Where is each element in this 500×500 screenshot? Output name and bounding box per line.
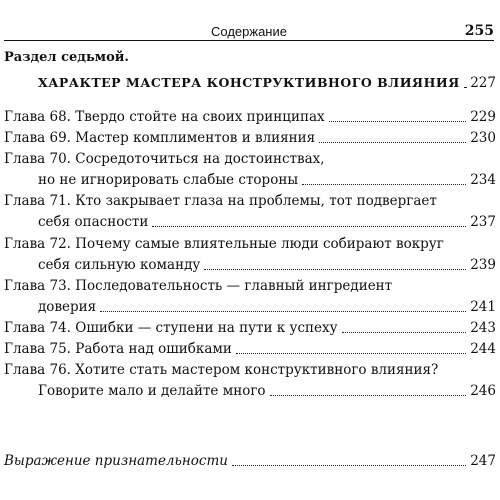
chapter-title: Глава 68. Твердо стойте на своих принципах [4,109,325,125]
dot-leader [152,225,466,227]
dot-leader [232,464,466,466]
chapter-entry-75 [4,339,496,359]
entry-page: 243 [470,320,496,336]
dot-leader [319,141,466,143]
page-number: 255 [464,23,494,39]
chapter-entry-72-line2 [4,255,496,275]
chapter-entry-76-line1 [4,360,496,380]
chapter-entry-69 [4,128,496,148]
entry-page: 246 [470,383,496,399]
chapter-title: Глава 70. Сосредоточиться на достоинствах, [4,151,325,167]
running-title: Содержание [211,24,287,39]
chapter-title: Глава 73. Последовательность — главный ингредиент [4,278,393,294]
entry-page: 241 [470,299,496,315]
dot-leader [236,352,466,354]
chapter-entry-76-line2 [4,381,496,401]
entry-page: 229 [470,109,496,125]
dot-leader [204,268,466,270]
chapter-title: Глава 74. Ошибки — ступени на пути к успеху [4,320,338,336]
chapter-title-continued: Говорите мало и делайте много [38,383,266,399]
chapter-entry-68 [4,107,496,127]
entry-page: 234 [470,172,496,188]
chapter-title-continued: себя сильную команду [38,257,201,273]
table-of-contents [4,0,496,500]
section-label: Раздел седьмой. [4,50,129,65]
chapter-entry-70-line1 [4,149,496,169]
chapter-title: Глава 72. Почему самые влиятельные люди собирают вокруг [4,236,444,252]
chapter-title: Глава 71. Кто закрывает глаза на проблемы, тот подвергает [4,193,437,209]
chapter-title: Глава 76. Хотите стать мастером конструктивного влияния? [4,362,439,378]
chapter-entry-71-line1 [4,191,496,211]
section-entry [4,73,496,93]
chapter-title-continued: доверия [38,299,97,315]
dot-leader [464,86,467,88]
chapter-entry-74 [4,318,496,338]
entry-page: 227 [470,75,496,91]
dot-leader [270,394,467,396]
entry-page: 230 [470,130,496,146]
chapter-title-continued: но не игнорировать слабые стороны [38,172,299,188]
acknowledgements-title: Выражение признательности [4,453,228,469]
section-title: ХАРАКТЕР МАСТЕРА КОНСТРУКТИВНОГО ВЛИЯНИЯ [38,75,460,90]
chapter-entry-73-line1 [4,276,496,296]
entry-page: 237 [470,214,496,230]
dot-leader [342,331,467,333]
dot-leader [329,120,467,122]
chapter-title: Глава 69. Мастер комплиментов и влияния [4,130,316,146]
chapter-entry-72-line1 [4,234,496,254]
chapter-title-continued: себя опасности [38,214,149,230]
entry-page: 247 [470,453,496,469]
entry-page: 244 [470,341,496,357]
entry-page: 239 [470,257,496,273]
acknowledgements-entry [4,451,496,471]
chapter-entry-73-line2 [4,297,496,317]
chapter-entry-71-line2 [4,212,496,232]
dot-leader [302,183,466,185]
dot-leader [100,310,466,312]
chapter-title: Глава 75. Работа над ошибками [4,341,232,357]
chapter-entry-70-line2 [4,170,496,190]
